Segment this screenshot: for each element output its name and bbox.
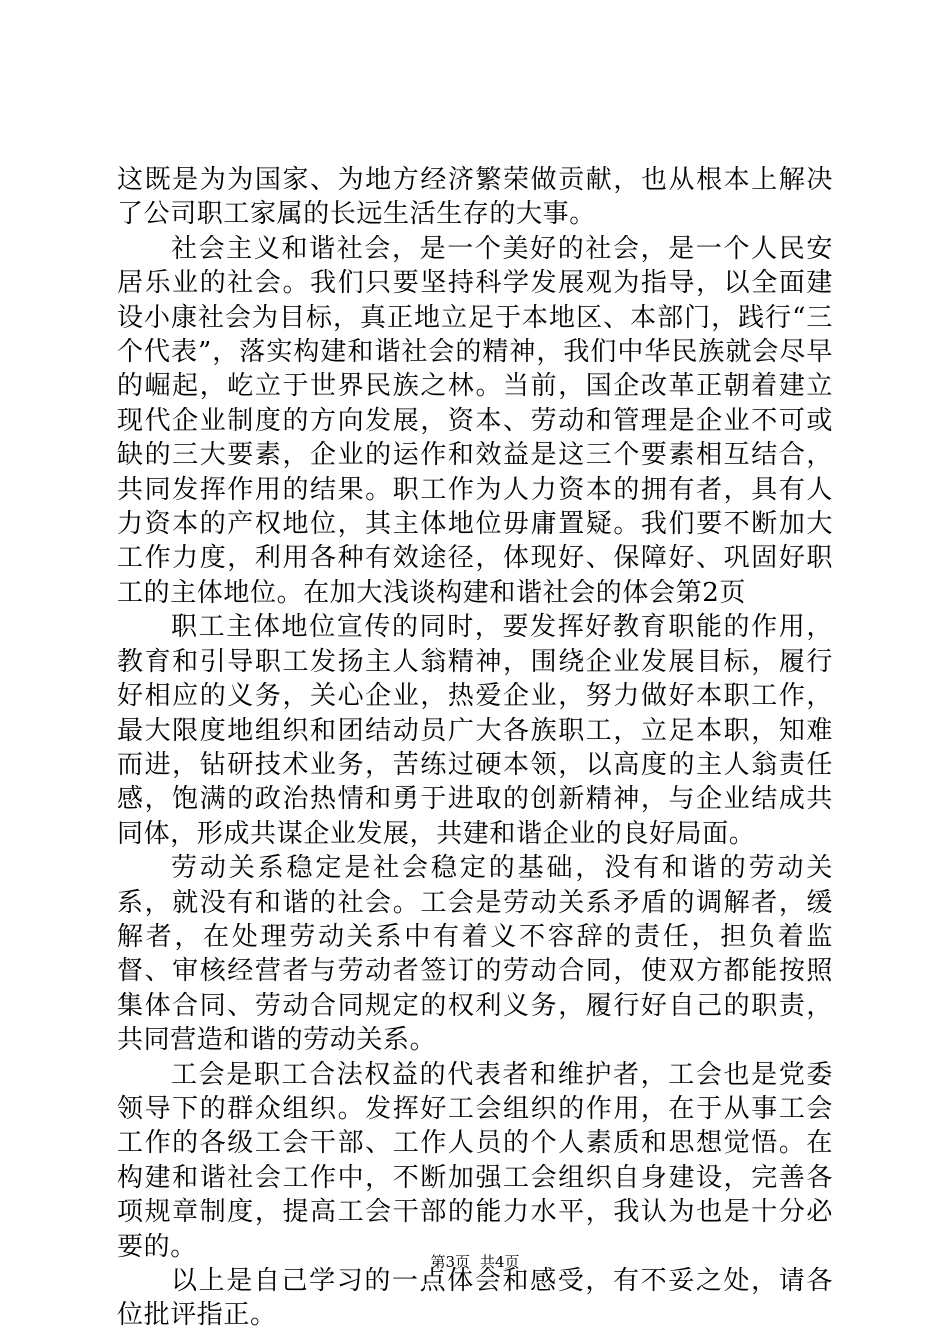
paragraph-2: 社会主义和谐社会，是一个美好的社会，是一个人民安居乐业的社会。我们只要坚持科学发展观为指导，以全面建设小康社会为目标，真正地立足于本地区、本部门，践行“三个代表”，落实构建和谐社会的精神，我们中华民族就会尽早的崛起，屹立于世界民族之林。当前，国企改革正朝着建立现代企业制度的方向发展，资本、劳动和管理是企业不可或缺的三大要素，企业的运作和效益是这三个要素相互结合，共同发挥作用的结果。职工作为人力资本的拥有者，具有人力资本的产权地位，其主体地位毋庸置疑。我们要不断加大工作力度，利用各种有效途径，体现好、保障好、巩固好职工的主体地位。在加大浅谈构建和谐社会的体会第2页	[117, 233, 833, 608]
page-number-total: 共4页	[480, 1253, 520, 1271]
page-footer	[0, 1252, 950, 1272]
paragraph-5: 工会是职工合法权益的代表者和维护者，工会也是党委领导下的群众组织。发挥好工会组织的作用，在于从事工会工作的各级工会干部、工作人员的个人素质和思想觉悟。在构建和谐社会工作中，不断加强工会组织自身建设，完善各项规章制度，提高工会干部的能力水平，我认为也是十分必要的。	[117, 1059, 833, 1262]
paragraph-3: 职工主体地位宣传的同时，要发挥好教育职能的作用，教育和引导职工发扬主人翁精神，围绕企业发展目标，履行好相应的义务，关心企业，热爱企业，努力做好本职工作，最大限度地组织和团结动员广大各族职工，立足本职，知难而进，钻研技术业务，苦练过硬本领，以高度的主人翁责任感，饱满的政治热情和勇于进取的创新精神，与企业结成共同体，形成共谋企业发展，共建和谐企业的良好局面。	[117, 612, 833, 849]
page-number-current: 第3页	[430, 1253, 470, 1271]
paragraph-6: 以上是自己学习的一点体会和感受，有不妥之处，请各位批评指正。	[117, 1266, 833, 1331]
paragraph-1: 这既是为为国家、为地方经济繁荣做贡献，也从根本上解决了公司职工家属的长远生活生存的大事。	[117, 165, 833, 230]
paragraph-4: 劳动关系稳定是社会稳定的基础，没有和谐的劳动关系，就没有和谐的社会。工会是劳动关系矛盾的调解者，缓解者，在处理劳动关系中有着义不容辞的责任，担负着监督、审核经营者与劳动者签订的劳动合同，使双方都能按照集体合同、劳动合同规定的权利义务，履行好自己的职责，共同营造和谐的劳动关系。	[117, 853, 833, 1056]
document-body	[117, 163, 833, 1333]
